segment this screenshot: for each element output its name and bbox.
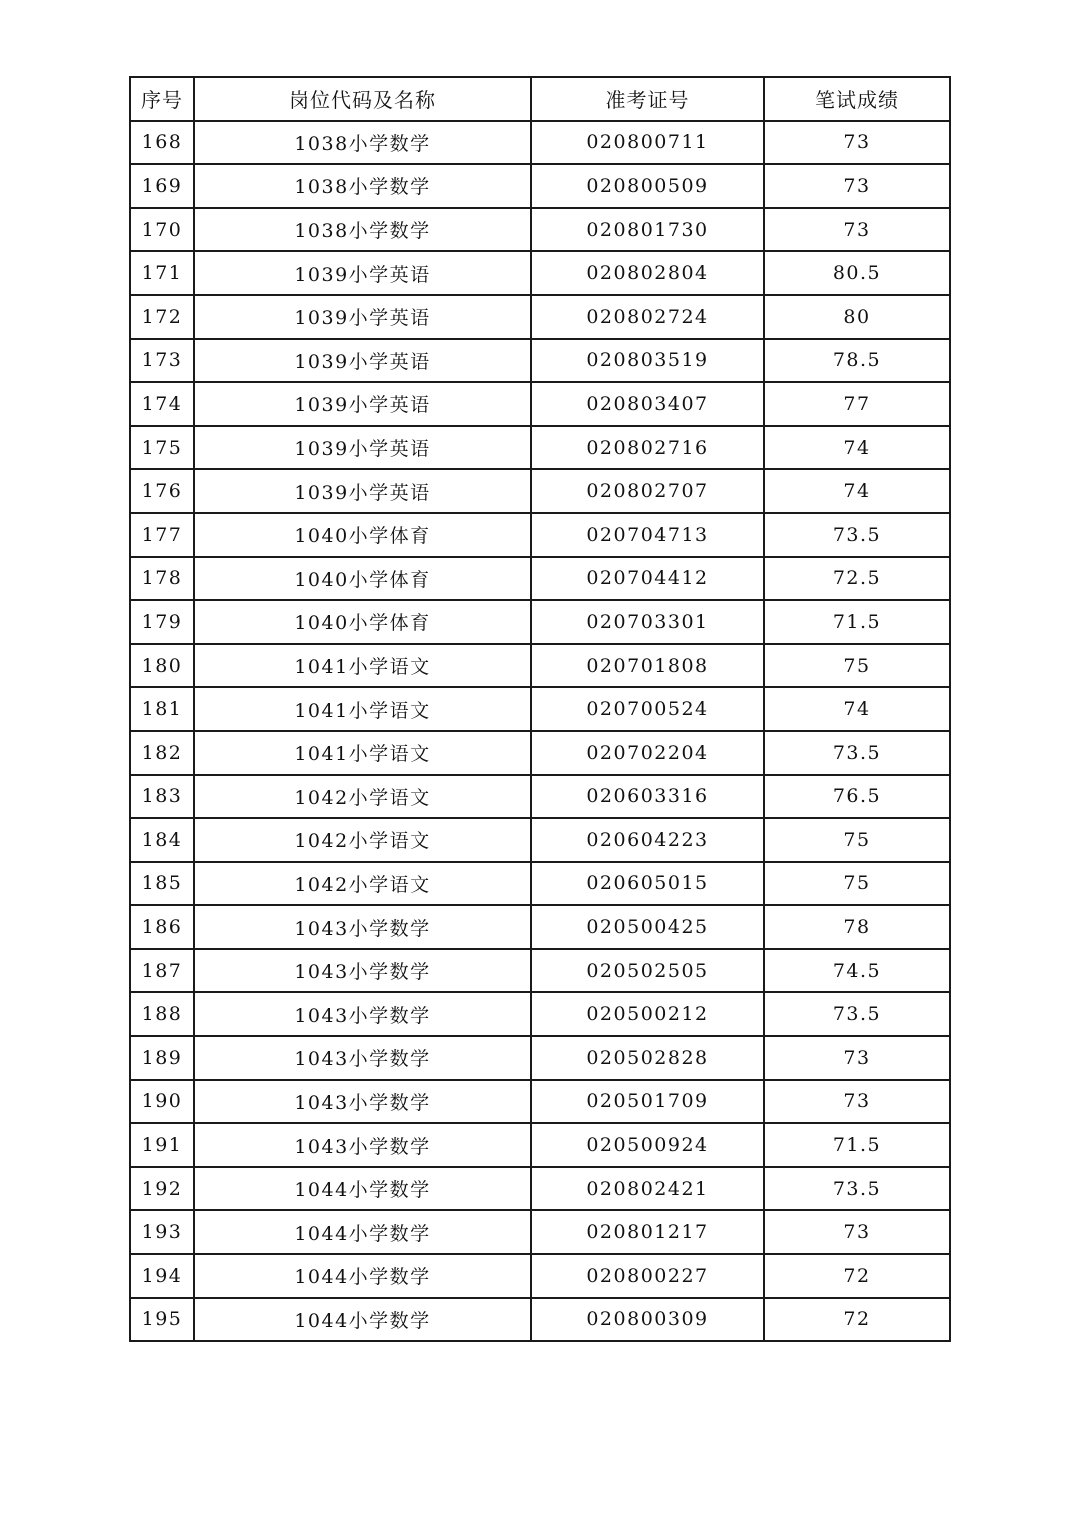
table-row — [130, 1080, 950, 1124]
cell-post: 1041小学语文 — [194, 687, 531, 731]
cell-ticket: 020604223 — [531, 818, 764, 862]
table-row — [130, 731, 950, 775]
cell-seq: 168 — [130, 121, 194, 165]
cell-seq: 172 — [130, 295, 194, 339]
table-row — [130, 818, 950, 862]
cell-seq: 176 — [130, 469, 194, 513]
cell-post: 1043小学数学 — [194, 992, 531, 1036]
cell-post: 1041小学语文 — [194, 731, 531, 775]
table-row — [130, 121, 950, 165]
table-body — [130, 121, 950, 1342]
table-row — [130, 208, 950, 252]
cell-seq: 187 — [130, 949, 194, 993]
cell-ticket: 020801730 — [531, 208, 764, 252]
cell-post: 1038小学数学 — [194, 208, 531, 252]
cell-post: 1043小学数学 — [194, 1080, 531, 1124]
cell-ticket: 020703301 — [531, 600, 764, 644]
cell-seq: 193 — [130, 1210, 194, 1254]
cell-seq: 177 — [130, 513, 194, 557]
table-row — [130, 469, 950, 513]
cell-post: 1043小学数学 — [194, 1123, 531, 1167]
table-row — [130, 687, 950, 731]
cell-post: 1044小学数学 — [194, 1298, 531, 1342]
cell-ticket: 020501709 — [531, 1080, 764, 1124]
cell-score: 75 — [764, 818, 950, 862]
table-row — [130, 557, 950, 601]
cell-post: 1042小学语文 — [194, 862, 531, 906]
cell-seq: 185 — [130, 862, 194, 906]
cell-seq: 194 — [130, 1254, 194, 1298]
cell-ticket: 020704713 — [531, 513, 764, 557]
cell-score: 73 — [764, 1036, 950, 1080]
cell-score: 78.5 — [764, 339, 950, 383]
cell-score: 73 — [764, 121, 950, 165]
table-row — [130, 251, 950, 295]
table-row — [130, 382, 950, 426]
cell-seq: 191 — [130, 1123, 194, 1167]
cell-seq: 182 — [130, 731, 194, 775]
cell-ticket: 020803407 — [531, 382, 764, 426]
cell-score: 72 — [764, 1254, 950, 1298]
table-row — [130, 775, 950, 819]
cell-post: 1043小学数学 — [194, 905, 531, 949]
table-row — [130, 339, 950, 383]
table-row — [130, 600, 950, 644]
cell-post: 1044小学数学 — [194, 1254, 531, 1298]
cell-seq: 186 — [130, 905, 194, 949]
cell-post: 1044小学数学 — [194, 1167, 531, 1211]
cell-ticket: 020500425 — [531, 905, 764, 949]
cell-post: 1044小学数学 — [194, 1210, 531, 1254]
cell-ticket: 020700524 — [531, 687, 764, 731]
cell-score: 73 — [764, 1210, 950, 1254]
cell-ticket: 020801217 — [531, 1210, 764, 1254]
cell-seq: 171 — [130, 251, 194, 295]
table-row — [130, 644, 950, 688]
header-ticket: 准考证号 — [531, 77, 764, 121]
cell-post: 1039小学英语 — [194, 295, 531, 339]
cell-score: 74 — [764, 426, 950, 470]
cell-score: 80 — [764, 295, 950, 339]
cell-seq: 195 — [130, 1298, 194, 1342]
cell-ticket: 020502828 — [531, 1036, 764, 1080]
cell-score: 73 — [764, 164, 950, 208]
cell-ticket: 020500924 — [531, 1123, 764, 1167]
cell-score: 73.5 — [764, 513, 950, 557]
cell-post: 1039小学英语 — [194, 382, 531, 426]
cell-seq: 180 — [130, 644, 194, 688]
cell-ticket: 020702204 — [531, 731, 764, 775]
cell-ticket: 020701808 — [531, 644, 764, 688]
cell-post: 1039小学英语 — [194, 469, 531, 513]
cell-score: 74 — [764, 687, 950, 731]
table-row — [130, 513, 950, 557]
table-row — [130, 426, 950, 470]
cell-score: 75 — [764, 862, 950, 906]
cell-seq: 170 — [130, 208, 194, 252]
cell-post: 1040小学体育 — [194, 557, 531, 601]
cell-ticket: 020603316 — [531, 775, 764, 819]
cell-score: 73.5 — [764, 1167, 950, 1211]
cell-score: 77 — [764, 382, 950, 426]
cell-ticket: 020803519 — [531, 339, 764, 383]
cell-seq: 181 — [130, 687, 194, 731]
cell-ticket: 020800711 — [531, 121, 764, 165]
cell-score: 71.5 — [764, 600, 950, 644]
cell-ticket: 020802724 — [531, 295, 764, 339]
table-row — [130, 1036, 950, 1080]
cell-ticket: 020500212 — [531, 992, 764, 1036]
score-table — [129, 76, 951, 1342]
header-post: 岗位代码及名称 — [194, 77, 531, 121]
table-row — [130, 992, 950, 1036]
cell-seq: 173 — [130, 339, 194, 383]
cell-post: 1042小学语文 — [194, 775, 531, 819]
table-row — [130, 1254, 950, 1298]
cell-score: 73 — [764, 208, 950, 252]
cell-score: 72 — [764, 1298, 950, 1342]
cell-seq: 169 — [130, 164, 194, 208]
header-row — [130, 77, 950, 121]
table-row — [130, 1210, 950, 1254]
cell-score: 78 — [764, 905, 950, 949]
cell-post: 1041小学语文 — [194, 644, 531, 688]
cell-seq: 174 — [130, 382, 194, 426]
table-row — [130, 862, 950, 906]
cell-ticket: 020800227 — [531, 1254, 764, 1298]
header-score: 笔试成绩 — [764, 77, 950, 121]
cell-seq: 179 — [130, 600, 194, 644]
cell-seq: 175 — [130, 426, 194, 470]
cell-seq: 190 — [130, 1080, 194, 1124]
cell-score: 73 — [764, 1080, 950, 1124]
cell-seq: 178 — [130, 557, 194, 601]
cell-post: 1039小学英语 — [194, 251, 531, 295]
cell-score: 72.5 — [764, 557, 950, 601]
table-row — [130, 295, 950, 339]
cell-ticket: 020502505 — [531, 949, 764, 993]
cell-seq: 183 — [130, 775, 194, 819]
table-row — [130, 905, 950, 949]
cell-ticket: 020802421 — [531, 1167, 764, 1211]
cell-post: 1043小学数学 — [194, 1036, 531, 1080]
cell-score: 73.5 — [764, 992, 950, 1036]
cell-ticket: 020800309 — [531, 1298, 764, 1342]
cell-post: 1038小学数学 — [194, 164, 531, 208]
cell-ticket: 020605015 — [531, 862, 764, 906]
cell-post: 1043小学数学 — [194, 949, 531, 993]
cell-seq: 184 — [130, 818, 194, 862]
cell-ticket: 020802804 — [531, 251, 764, 295]
cell-score: 71.5 — [764, 1123, 950, 1167]
cell-ticket: 020704412 — [531, 557, 764, 601]
cell-score: 76.5 — [764, 775, 950, 819]
cell-post: 1039小学英语 — [194, 426, 531, 470]
cell-post: 1039小学英语 — [194, 339, 531, 383]
cell-ticket: 020802707 — [531, 469, 764, 513]
table-row — [130, 1298, 950, 1342]
header-seq: 序号 — [130, 77, 194, 121]
table-row — [130, 164, 950, 208]
cell-post: 1040小学体育 — [194, 600, 531, 644]
cell-seq: 189 — [130, 1036, 194, 1080]
table-row — [130, 949, 950, 993]
cell-score: 74 — [764, 469, 950, 513]
table-row — [130, 1123, 950, 1167]
cell-ticket: 020800509 — [531, 164, 764, 208]
cell-post: 1042小学语文 — [194, 818, 531, 862]
cell-ticket: 020802716 — [531, 426, 764, 470]
cell-score: 75 — [764, 644, 950, 688]
table-row — [130, 1167, 950, 1211]
cell-seq: 192 — [130, 1167, 194, 1211]
cell-post: 1040小学体育 — [194, 513, 531, 557]
cell-score: 80.5 — [764, 251, 950, 295]
cell-post: 1038小学数学 — [194, 121, 531, 165]
cell-seq: 188 — [130, 992, 194, 1036]
cell-score: 74.5 — [764, 949, 950, 993]
cell-score: 73.5 — [764, 731, 950, 775]
